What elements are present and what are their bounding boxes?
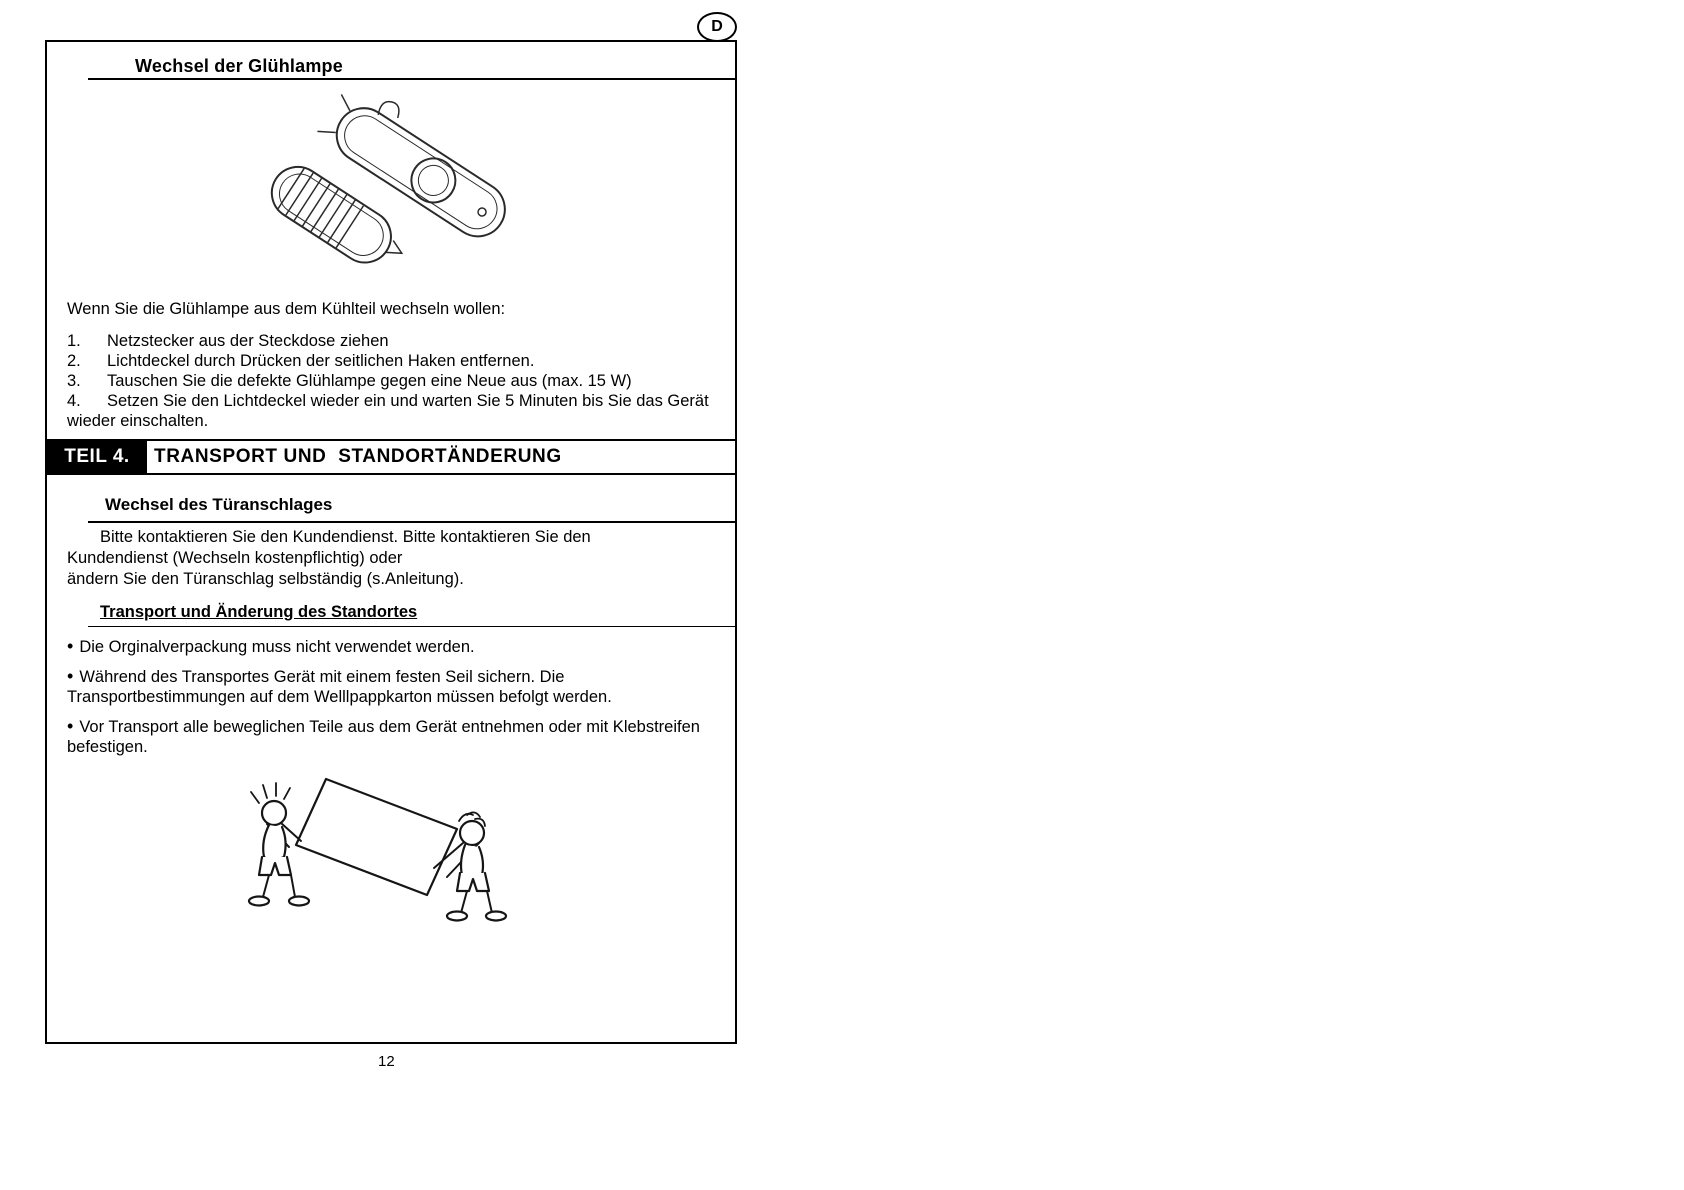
bullet-text: Die Orginalverpackung muss nicht verwendet werden. bbox=[79, 638, 475, 656]
step-number: 4. bbox=[67, 392, 81, 410]
transport-section-title: Transport und Änderung des Standortes bbox=[100, 603, 418, 621]
bulb-section-title: Wechsel der Glühlampe bbox=[135, 56, 343, 76]
list-item bbox=[67, 636, 721, 657]
transport-bullet-list bbox=[67, 636, 721, 757]
list-item bbox=[67, 716, 721, 757]
list-item bbox=[67, 331, 721, 351]
bulb-section-heading-rule bbox=[88, 56, 735, 80]
language-badge-letter: D bbox=[711, 18, 723, 35]
door-section-paragraph bbox=[67, 527, 721, 590]
bullet-text: Während des Transportes Gerät mit einem festen Seil sichern. Die Transportbestimmungen auf dem Welllpappkarton müssen befolgt werden. bbox=[67, 668, 612, 706]
carrying-box-illustration bbox=[229, 773, 509, 938]
bullet-icon: • bbox=[67, 716, 74, 736]
bullet-icon: • bbox=[67, 666, 74, 686]
language-badge bbox=[697, 12, 737, 42]
step-text: Tauschen Sie die defekte Glühlampe gegen eine Neue aus (max. 15 W) bbox=[107, 372, 632, 390]
step-text: Lichtdeckel durch Drücken der seitlichen Haken entfernen. bbox=[107, 352, 535, 370]
paragraph-line: Kundendienst (Wechseln kostenpflichtig) oder bbox=[67, 549, 403, 567]
paragraph-line: ändern Sie den Türanschlag selbständig (s.Anleitung). bbox=[67, 570, 464, 588]
step-number: 2. bbox=[67, 352, 81, 370]
step-text: Netzstecker aus der Steckdose ziehen bbox=[107, 332, 389, 350]
page-number: 12 bbox=[378, 1053, 395, 1070]
door-section-heading-rule bbox=[88, 495, 735, 523]
list-item bbox=[67, 351, 721, 371]
list-item bbox=[67, 391, 721, 431]
paragraph-line: Bitte kontaktieren Sie den Kundendienst. Bitte kontaktieren Sie den bbox=[100, 528, 591, 546]
bulb-steps-list bbox=[67, 331, 721, 431]
bulb-intro-text: Wenn Sie die Glühlampe aus dem Kühlteil wechseln wollen: bbox=[67, 300, 506, 318]
section-banner-title: TRANSPORT UND STANDORTÄNDERUNG bbox=[154, 446, 562, 467]
step-text: Setzen Sie den Lichtdeckel wieder ein und warten Sie 5 Minuten bis Sie das Gerät wieder einschalten. bbox=[67, 392, 709, 430]
transport-section-heading-rule bbox=[88, 603, 735, 627]
bullet-text: Vor Transport alle beweglichen Teile aus dem Gerät entnehmen oder mit Klebstreifen befestigen. bbox=[67, 718, 700, 756]
step-number: 3. bbox=[67, 372, 81, 390]
bullet-icon: • bbox=[67, 636, 74, 656]
section-banner-label: TEIL 4. bbox=[47, 441, 147, 473]
section-banner bbox=[47, 439, 735, 475]
list-item bbox=[67, 371, 721, 391]
lamp-cover-illustration bbox=[225, 90, 535, 290]
door-section-title: Wechsel des Türanschlages bbox=[105, 495, 333, 514]
list-item bbox=[67, 666, 721, 707]
step-number: 1. bbox=[67, 332, 81, 350]
manual-page-frame bbox=[45, 40, 737, 1044]
